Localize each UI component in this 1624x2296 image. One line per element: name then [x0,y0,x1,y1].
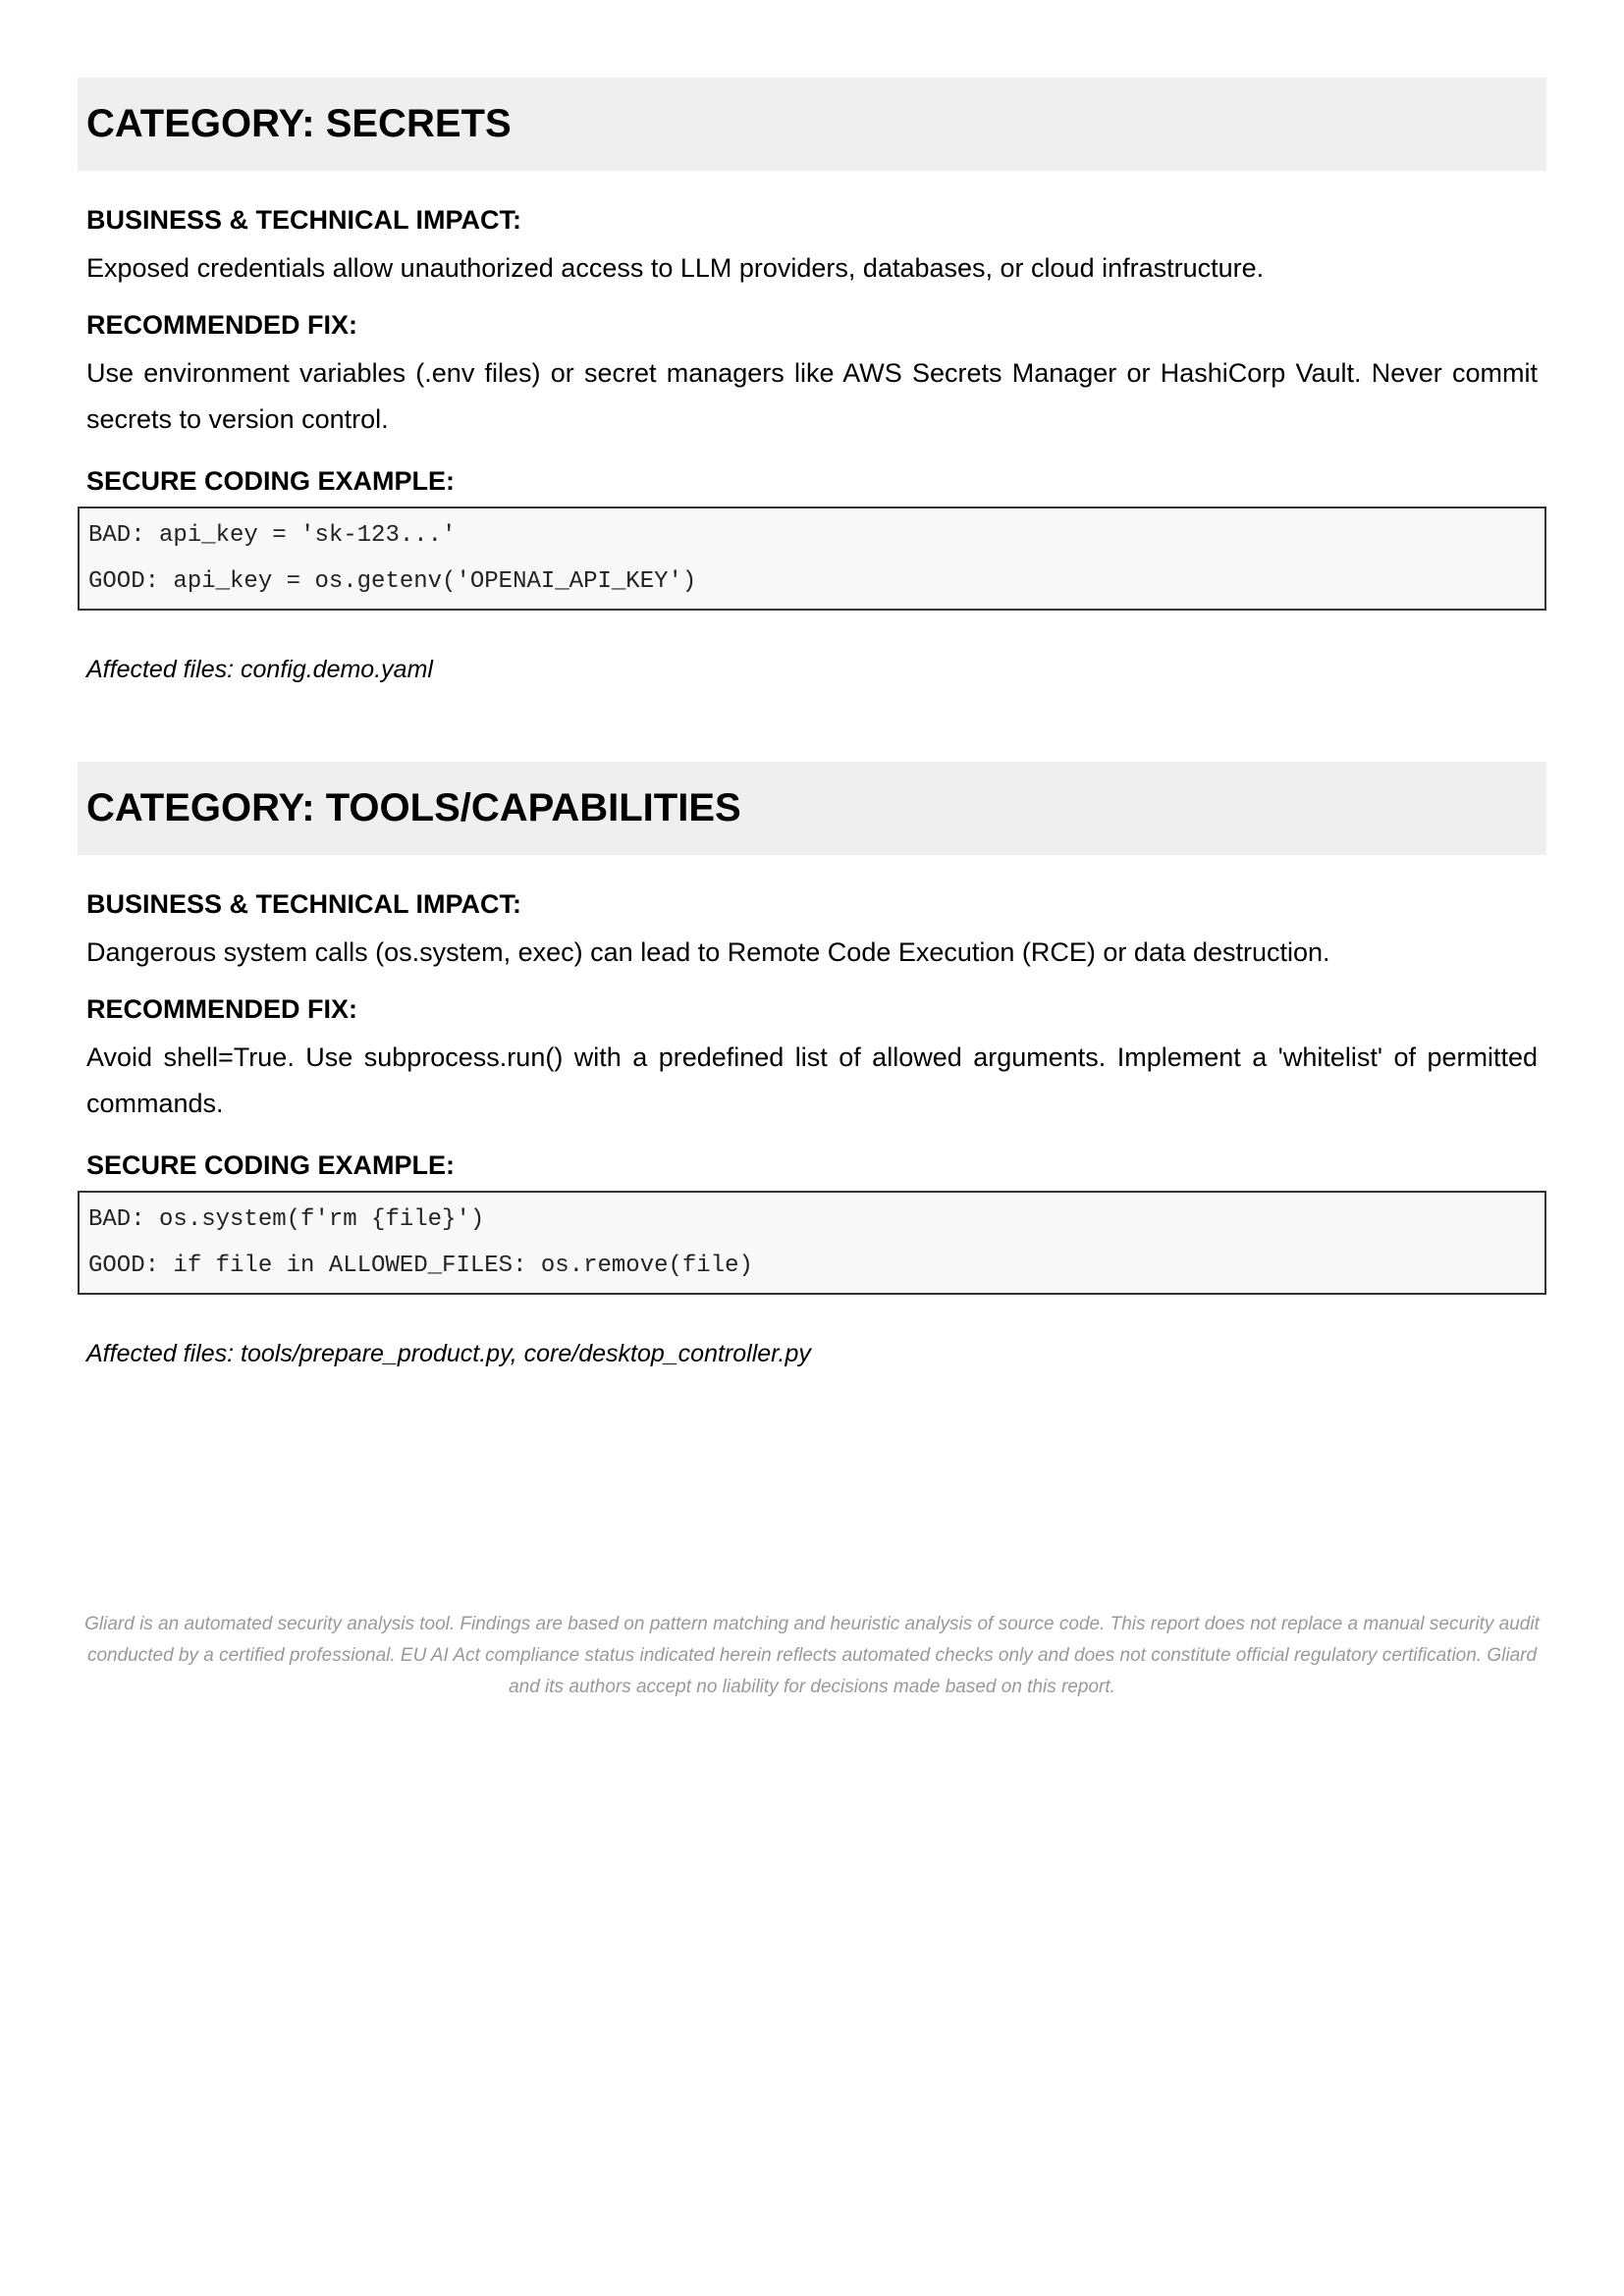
category-section-secrets [78,78,1546,684]
impact-text: Dangerous system calls (os.system, exec) can lead to Remote Code Execution (RCE) or data destruction. [86,937,1330,967]
fix-text: Use environment variables (.env files) or secret managers like AWS Secrets Manager or HashiCorp Vault. Never commit secrets to version control. [86,358,1538,434]
category-header [78,78,1546,171]
affected-files: Affected files: config.demo.yaml [86,656,433,683]
category-title: CATEGORY: TOOLS/CAPABILITIES [86,786,741,829]
example-label: SECURE CODING EXAMPLE: [86,1150,456,1180]
affected-files: Affected files: tools/prepare_product.py, core/desktop_controller.py [86,1340,811,1367]
category-header [78,762,1546,855]
fix-label: RECOMMENDED FIX: [86,310,357,340]
code-bad-line: BAD: os.system(f'rm {file}') [88,1206,485,1233]
code-bad-line: BAD: api_key = 'sk-123...' [88,522,457,549]
impact-text: Exposed credentials allow unauthorized access to LLM providers, databases, or cloud infrastructure. [86,253,1265,283]
fix-text: Avoid shell=True. Use subprocess.run() with a predefined list of allowed arguments. Implement a 'whitelist' of permitted commands. [86,1042,1538,1118]
category-section-tools [78,762,1546,1368]
code-example-box [78,1191,1546,1295]
code-example-box [78,507,1546,611]
example-label: SECURE CODING EXAMPLE: [86,466,456,496]
impact-label: BUSINESS & TECHNICAL IMPACT: [86,205,522,235]
code-good-line: GOOD: api_key = os.getenv('OPENAI_API_KEY') [88,568,697,595]
fix-label: RECOMMENDED FIX: [86,994,357,1024]
category-title: CATEGORY: SECRETS [86,102,512,145]
impact-label: BUSINESS & TECHNICAL IMPACT: [86,889,522,919]
footer-disclaimer: Gliard is an automated security analysis tool. Findings are based on pattern matching and heuristic analysis of source code. This report does not replace a manual security audit conducted by a certified professional. EU AI Act compliance status indicated herein reflects automated checks only and does not constitute official regulatory certification. Gliard and its authors accept no liability for decisions made based on this report. [84,1614,1540,1697]
code-good-line: GOOD: if file in ALLOWED_FILES: os.remove(file) [88,1253,753,1279]
report-page [78,78,1546,1368]
